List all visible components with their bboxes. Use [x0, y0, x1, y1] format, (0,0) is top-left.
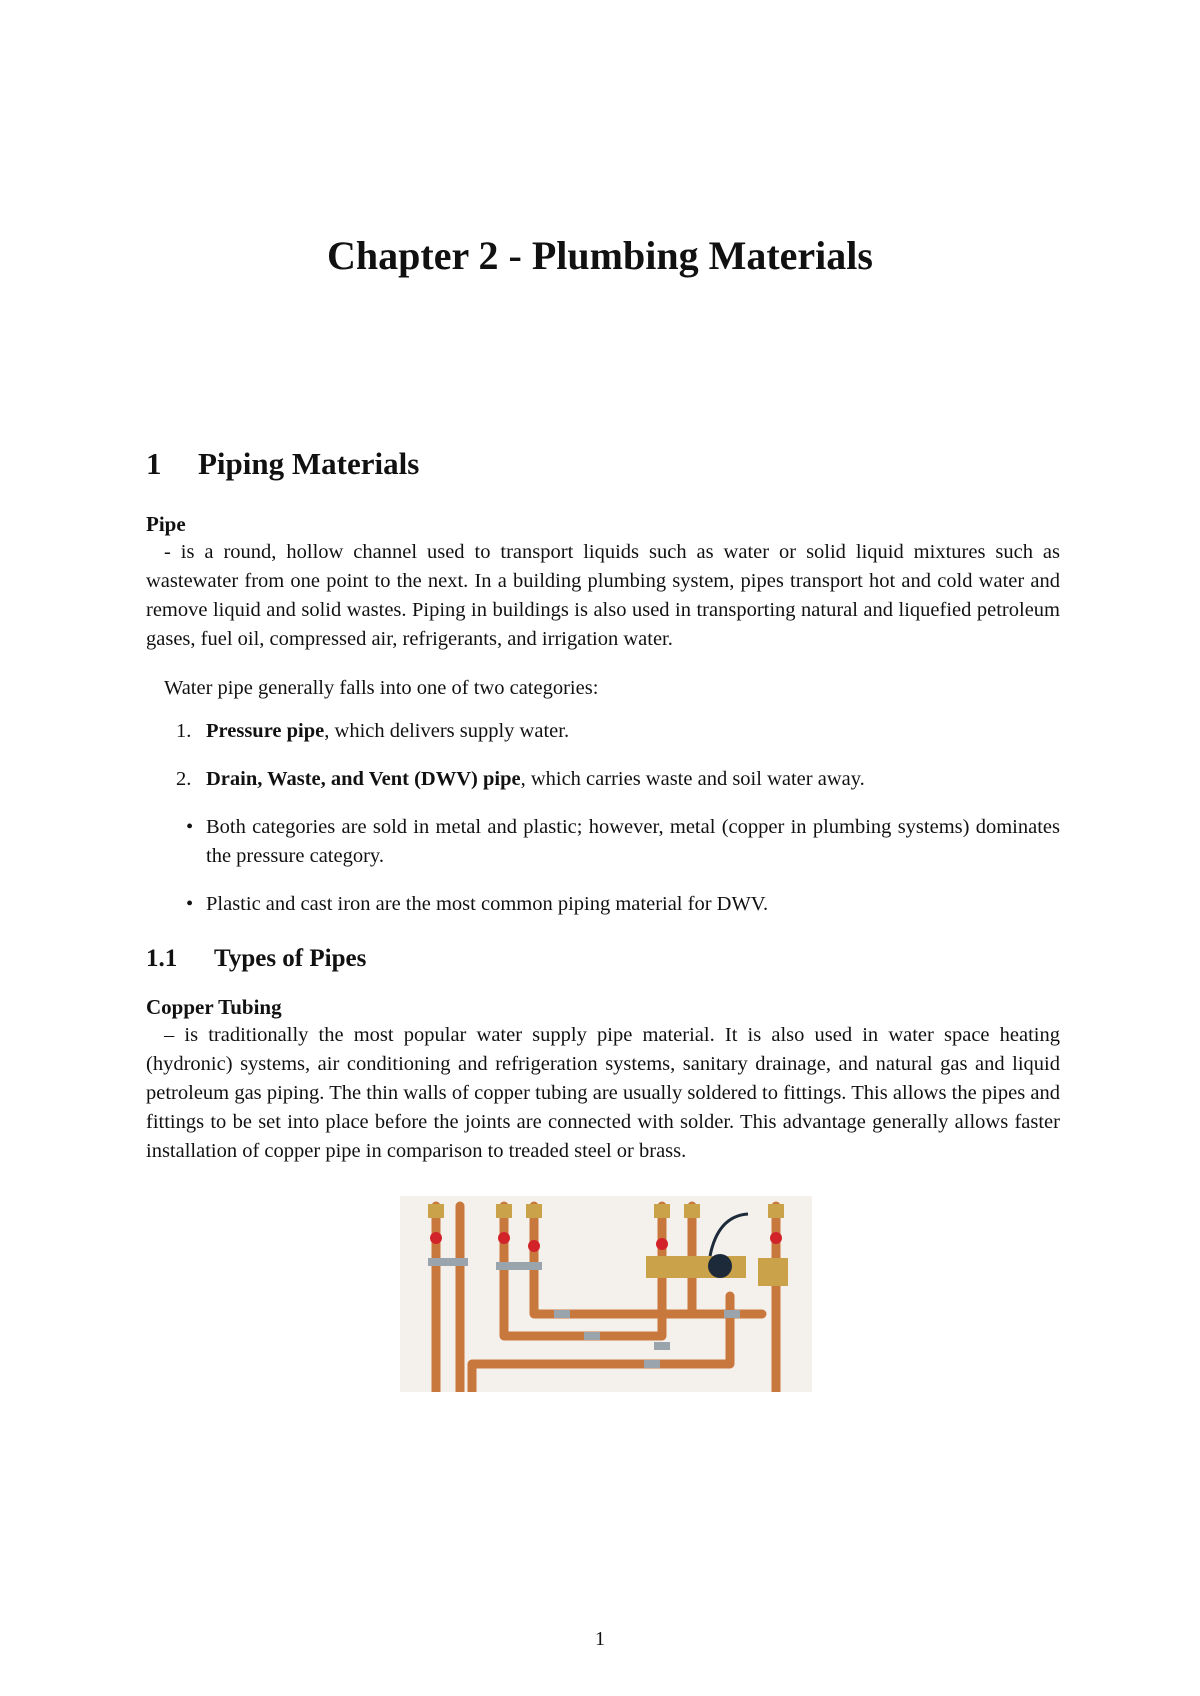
bullet-text: Plastic and cast iron are the most common piping material for DWV. [206, 893, 769, 915]
subsection-heading [146, 945, 1060, 973]
list-marker: 2. [176, 768, 192, 790]
categories-intro: Water pipe generally falls into one of two categories: [164, 677, 599, 699]
category-name: Pressure pipe [206, 720, 325, 742]
list-item [146, 765, 1060, 794]
subsection-number: 1.1 [146, 945, 178, 972]
pipe-term: Pipe [146, 512, 186, 536]
section-number: 1 [146, 446, 162, 481]
list-item [146, 717, 1060, 746]
list-item [146, 813, 1060, 871]
category-name: Drain, Waste, and Vent (DWV) pipe [206, 768, 521, 790]
category-text: , which delivers supply water. [324, 720, 570, 742]
copper-term: Copper Tubing [146, 995, 282, 1019]
copper-definition-text: – is traditionally the most popular water supply pipe material. It is also used in water space heating (hydronic) systems, air conditioning and refrigeration systems, sanitary drainage, and natural gas and liquid petroleum gas piping. The thin walls of copper tubing are usually soldered to fittings. This allows the pipes and fittings to be set into place before the joints are connected with solder. This advantage generally allows faster installation of copper pipe in comparison to treaded steel or brass. [146, 1024, 1060, 1162]
copper-definition [146, 993, 1060, 1166]
copper-pipes-photo [400, 1196, 812, 1392]
section-title: Piping Materials [198, 446, 420, 481]
list-item [146, 890, 1060, 919]
page-number: 1 [595, 1628, 605, 1650]
bullet-marker: • [186, 893, 194, 915]
categories-list [146, 717, 1060, 794]
bullet-list [146, 813, 1060, 919]
section-heading [146, 446, 1060, 482]
copper-pipes-figure [400, 1196, 812, 1392]
subsection-title: Types of Pipes [214, 945, 367, 972]
pipe-definition-text: - is a round, hollow channel used to transport liquids such as water or solid liquid mixtures such as wastewater from one point to the next. In a building plumbing system, pipes transport hot and cold water and remove liquid and solid wastes. Piping in buildings is also used in transporting natural and liquefied petroleum gases, fuel oil, compressed air, refrigerants, and irrigation water. [146, 541, 1060, 650]
bullet-text: Both categories are sold in metal and plastic; however, metal (copper in plumbing systems) dominates the pressure category. [206, 816, 1060, 867]
category-text: , which carries waste and soil water away. [520, 768, 865, 790]
list-marker: 1. [176, 720, 192, 742]
chapter-title: Chapter 2 - Plumbing Materials [327, 233, 873, 278]
pipe-definition [146, 510, 1060, 654]
bullet-marker: • [186, 816, 194, 838]
page-content [146, 446, 1060, 1392]
